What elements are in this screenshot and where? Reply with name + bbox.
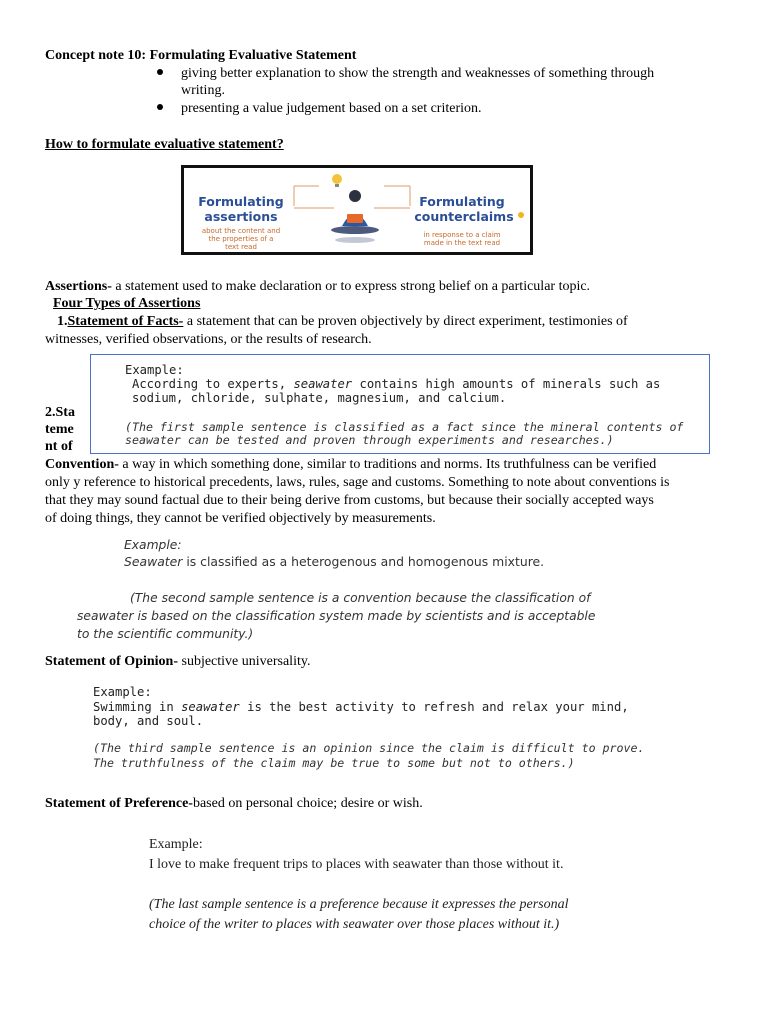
example-1-line-1: According to experts, seawater contains high amounts of minerals such as <box>132 377 661 391</box>
banner-left-title-2: assertions <box>204 209 278 224</box>
banner-left-sub-3: text read <box>225 243 257 251</box>
example-2-line-1: Seawater is classified as a heterogenous and homogenous mixture. <box>124 554 545 569</box>
banner-right-sub-2: made in the text read <box>423 239 501 247</box>
banner-left-title-1: Formulating <box>198 194 284 209</box>
banner-left-sub-2: the properties of a <box>208 235 274 243</box>
how-heading-text: How to formulate evaluative statement? <box>45 137 284 152</box>
example-3-line-1: Swimming in seawater is the best activity to refresh and relax your mind, <box>93 700 629 714</box>
example-2-note-2: seawater is based on the classification system made by scientists and is acceptable <box>77 609 596 623</box>
bullet-item-continued: writing. <box>181 83 225 98</box>
assertions-text: a statement used to make declaration or to express strong belief on a particular topic. <box>111 279 591 294</box>
example-1-note-1: (The first sample sentence is classified as a fact since the mineral contents of <box>125 420 684 434</box>
convention-text-4: of doing things, they cannot be verified objectively by measurements. <box>45 511 436 526</box>
example-1-note-2: seawater can be tested and proven through experiments and researches.) <box>125 433 614 447</box>
example-2-label: Example: <box>124 538 182 552</box>
example-4-label: Example: <box>149 837 203 852</box>
preference-term: Statement of Preference- <box>45 796 193 811</box>
banner-right-sub-1: in response to a claim <box>423 231 501 239</box>
convention-definition: Convention- a way in which something done, similar to traditions and norms. Its truthfulness can be verified <box>45 457 657 472</box>
banner-left-sub-1: about the content and <box>201 227 281 235</box>
bullet-dot <box>157 104 163 110</box>
preference-definition: Statement of Preference-based on personal choice; desire or wish. <box>45 796 423 811</box>
section-heading <box>45 136 284 154</box>
bullet-dot <box>157 69 163 75</box>
example-4-note-2: choice of the writer to places with seawater over those places without it.) <box>149 917 560 932</box>
convention-text-2: only y reference to historical precedents, laws, rules, sage and customs. Something to note about conventions is <box>45 475 670 490</box>
title-text: Concept note 10: Formulating Evaluative Statement <box>45 48 357 63</box>
convention-term: Convention- <box>45 457 119 472</box>
example-1-line-2: sodium, chloride, sulphate, magnesium, and calcium. <box>132 391 507 405</box>
facts-text-1: a statement that can be proven objectively by direct experiment, testimonies of <box>183 314 628 329</box>
example-4-line-1: I love to make frequent trips to places with seawater than those without it. <box>149 857 564 872</box>
example-3-line-2: body, and soul. <box>93 714 204 728</box>
convention-fragment-2: teme <box>45 422 74 437</box>
example-2-note-1: (The second sample sentence is a convention because the classification of <box>130 591 591 605</box>
opinion-definition: Statement of Opinion- subjective universality. <box>45 654 311 669</box>
four-types-heading <box>53 295 200 313</box>
example-3-label: Example: <box>93 685 152 699</box>
banner-right-title-2: counterclaims <box>414 209 514 224</box>
four-types-text: Four Types of Assertions <box>53 296 201 311</box>
lightbulb-icon <box>332 174 342 184</box>
example-1-label: Example: <box>125 363 184 377</box>
assertions-term: Assertions- <box>45 279 112 294</box>
facts-text-2: witnesses, verified observations, or the results of research. <box>45 332 372 347</box>
example-2-note-3: to the scientific community.) <box>77 627 254 641</box>
banner-right-title-1: Formulating <box>419 194 505 209</box>
formulating-banner-image <box>181 165 533 255</box>
page-title <box>45 47 356 65</box>
convention-fragment-1: 2.Sta <box>45 405 75 420</box>
laptop-icon <box>347 214 363 223</box>
example-3-note-2: The truthfulness of the claim may be true to some but not to others.) <box>93 756 575 770</box>
convention-text-3: that they may sound factual due to their being derive from customs, but because their socially accepted ways <box>45 493 654 508</box>
facts-definition <box>57 313 628 331</box>
assertions-definition <box>45 278 590 296</box>
example-4-note-1: (The last sample sentence is a preference because it expresses the personal <box>149 897 569 912</box>
facts-number: 1. <box>57 314 68 329</box>
facts-term: Statement of Facts- <box>67 314 184 329</box>
opinion-term: Statement of Opinion- <box>45 654 178 669</box>
bullet-item: presenting a value judgement based on a set criterion. <box>181 101 482 116</box>
bullet-item: giving better explanation to show the strength and weaknesses of something through <box>181 66 655 81</box>
example-3-note-1: (The third sample sentence is an opinion since the claim is difficult to prove. <box>93 741 645 755</box>
convention-fragment-3: nt of <box>45 439 73 454</box>
